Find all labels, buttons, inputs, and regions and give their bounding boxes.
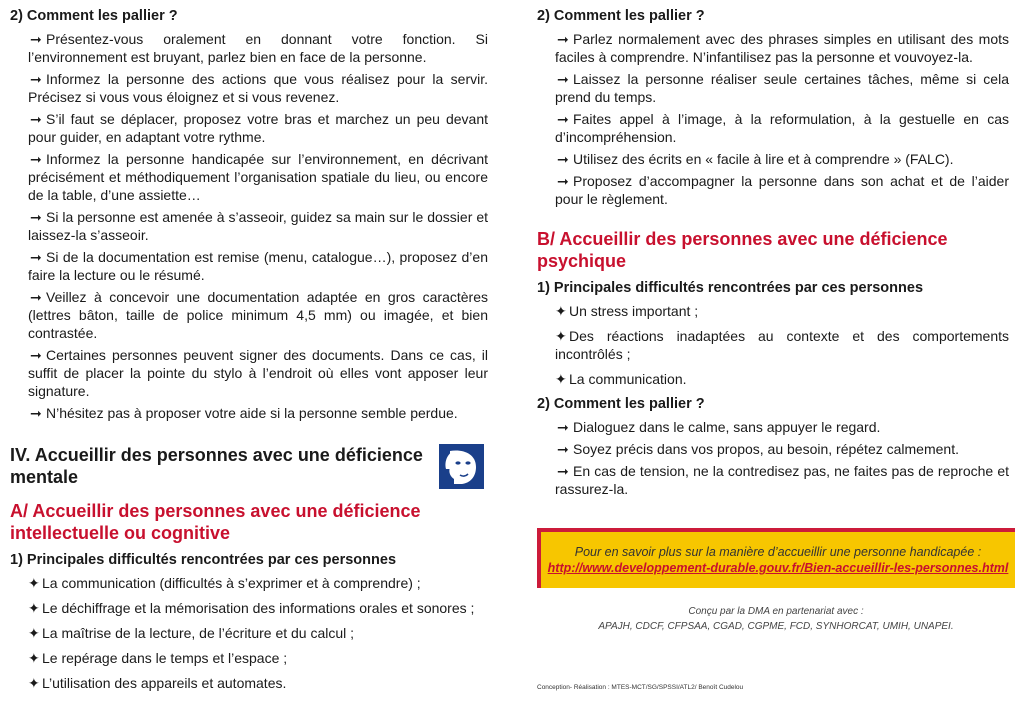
plus-bullet-icon: ✦ xyxy=(28,575,40,591)
face-pictogram-icon xyxy=(442,447,482,487)
list-item: ➞ Laissez la personne réaliser seule certaines tâches, même si cela prend du temps. xyxy=(555,71,1009,105)
info-link[interactable]: http://www.developpement-durable.gouv.fr/Bien-accueillir-les-personnes.html xyxy=(547,561,1009,575)
plus-bullet-icon: ✦ xyxy=(28,625,40,641)
left-arrow-list xyxy=(10,30,488,422)
section-title-pallier-b: 2) Comment les pallier ? xyxy=(537,396,705,412)
arrow-icon: ➞ xyxy=(557,31,569,47)
list-item: ➞ Présentez-vous oralement en donnant votre fonction. Si l’environnement est bruyant, parlez bien en face de la personne. xyxy=(28,31,488,65)
list-item: ✦ Le repérage dans le temps et l’espace ; xyxy=(28,650,288,666)
arrow-icon: ➞ xyxy=(30,405,42,421)
arrow-icon: ➞ xyxy=(30,151,42,167)
info-text: Pour en savoir plus sur la manière d’accueillir une personne handicapée : xyxy=(574,545,982,559)
arrow-icon: ➞ xyxy=(557,419,569,435)
list-item: ➞ Dialoguez dans le calme, sans appuyer le regard. xyxy=(557,419,881,435)
right-plus-list xyxy=(537,302,1009,388)
right-column xyxy=(537,0,1009,502)
left-plus-list xyxy=(10,574,488,692)
subsection-b-title: B/ Accueillir des personnes avec une déficience psychique xyxy=(537,229,948,271)
list-item: ➞ Utilisez des écrits en « facile à lire et à comprendre » (FALC). xyxy=(557,151,954,167)
plus-bullet-icon: ✦ xyxy=(555,328,567,344)
list-item: ➞ Certaines personnes peuvent signer des documents. Dans ce cas, il suffit de placer la pointe du stylo à l’endroit où elles vont apposer leur signature. xyxy=(28,347,488,399)
list-item: ✦ L’utilisation des appareils et automates. xyxy=(28,675,287,691)
list-item: ➞ Si de la documentation est remise (menu, catalogue…), proposez d’en faire la lecture ou le résumé. xyxy=(28,249,488,283)
arrow-icon: ➞ xyxy=(30,249,42,265)
list-item: ➞ Informez la personne handicapée sur l’environnement, en décrivant précisément et méthodiquement l’organisation spatiale du lieu, ou encore de la table, d’une assiette… xyxy=(28,151,488,203)
arrow-icon: ➞ xyxy=(557,463,569,479)
credits xyxy=(537,604,1015,634)
list-item: ✦ La maîtrise de la lecture, de l’écriture et du calcul ; xyxy=(28,625,355,641)
left-column xyxy=(10,0,488,699)
arrow-icon: ➞ xyxy=(557,173,569,189)
list-item: ✦ Le déchiffrage et la mémorisation des informations orales et sonores ; xyxy=(28,600,475,616)
plus-bullet-icon: ✦ xyxy=(28,675,40,691)
list-item: ➞ Si la personne est amenée à s’asseoir, guidez sa main sur le dossier et laissez-la s’asseoir. xyxy=(28,209,488,243)
list-item: ➞ Proposez d’accompagner la personne dans son achat et de l’aider pour le règlement. xyxy=(555,173,1009,207)
list-item: ➞ N’hésitez pas à proposer votre aide si la personne semble perdue. xyxy=(30,405,458,421)
right-arrow-list xyxy=(537,30,1009,208)
list-item: ✦ Des réactions inadaptées au contexte et des comportements incontrôlés ; xyxy=(555,328,1009,362)
arrow-icon: ➞ xyxy=(30,71,42,87)
section-title-pallier: 2) Comment les pallier ? xyxy=(537,8,705,24)
arrow-icon: ➞ xyxy=(30,31,42,47)
difficulties-title: 1) Principales difficultés rencontrées par ces personnes xyxy=(10,552,397,568)
list-item: ➞ Parlez normalement avec des phrases simples en utilisant des mots faciles à comprendre. N’infantilisez pas la personne et vouvoyez-la. xyxy=(555,31,1009,65)
list-item: ✦ La communication (difficultés à s’exprimer et à comprendre) ; xyxy=(28,575,421,591)
arrow-icon: ➞ xyxy=(30,347,42,363)
list-item: ➞ Soyez précis dans vos propos, au besoin, répétez calmement. xyxy=(557,441,959,457)
plus-bullet-icon: ✦ xyxy=(555,371,567,387)
difficulties-title: 1) Principales difficultés rencontrées par ces personnes xyxy=(537,280,924,296)
arrow-icon: ➞ xyxy=(30,209,42,225)
subsection-a-title: A/ Accueillir des personnes avec une déficience intellectuelle ou cognitive xyxy=(10,501,421,543)
plus-bullet-icon: ✦ xyxy=(28,600,40,616)
info-box xyxy=(537,528,1015,588)
right-arrow-list-b xyxy=(537,418,1009,498)
section-title-pallier: 2) Comment les pallier ? xyxy=(10,8,178,24)
mental-disability-pictogram-icon xyxy=(439,444,484,489)
list-item: ➞ Veillez à concevoir une documentation adaptée en gros caractères (lettres bâton, taille de police minimum 4,5 mm) ou imagée, et bien contrastée. xyxy=(28,289,488,341)
list-item: ✦ Un stress important ; xyxy=(555,303,699,319)
arrow-icon: ➞ xyxy=(557,111,569,127)
plus-bullet-icon: ✦ xyxy=(555,303,567,319)
info-box-content xyxy=(541,532,1015,588)
arrow-icon: ➞ xyxy=(30,111,42,127)
arrow-icon: ➞ xyxy=(30,289,42,305)
chapter-title: IV. Accueillir des personnes avec une déficience mentale xyxy=(10,445,423,487)
arrow-icon: ➞ xyxy=(557,71,569,87)
credits-line-1: Conçu par la DMA en partenariat avec : xyxy=(688,606,864,617)
list-item: ➞ S’il faut se déplacer, proposez votre bras et marchez un peu devant pour guider, en adaptant votre rythme. xyxy=(28,111,488,145)
list-item: ✦ La communication. xyxy=(555,371,687,387)
arrow-icon: ➞ xyxy=(557,441,569,457)
footer-credit: Conception- Réalisation : MTES-MCT/SG/SPSSI/ATL2/ Benoît Cudelou xyxy=(537,684,744,691)
credits-line-2: APAJH, CDCF, CFPSAA, CGAD, CGPME, FCD, SYNHORCAT, UMIH, UNAPEI. xyxy=(598,621,954,632)
chapter-header xyxy=(10,444,488,494)
list-item: ➞ Informez la personne des actions que vous réalisez pour la servir. Précisez si vous vous éloignez et si vous revenez. xyxy=(28,71,488,105)
plus-bullet-icon: ✦ xyxy=(28,650,40,666)
list-item: ➞ Faites appel à l’image, à la reformulation, à la gestuelle en cas d’incompréhension. xyxy=(555,111,1009,145)
arrow-icon: ➞ xyxy=(557,151,569,167)
list-item: ➞ En cas de tension, ne la contredisez pas, ne faites pas de reproche et rassurez-la. xyxy=(555,463,1009,497)
